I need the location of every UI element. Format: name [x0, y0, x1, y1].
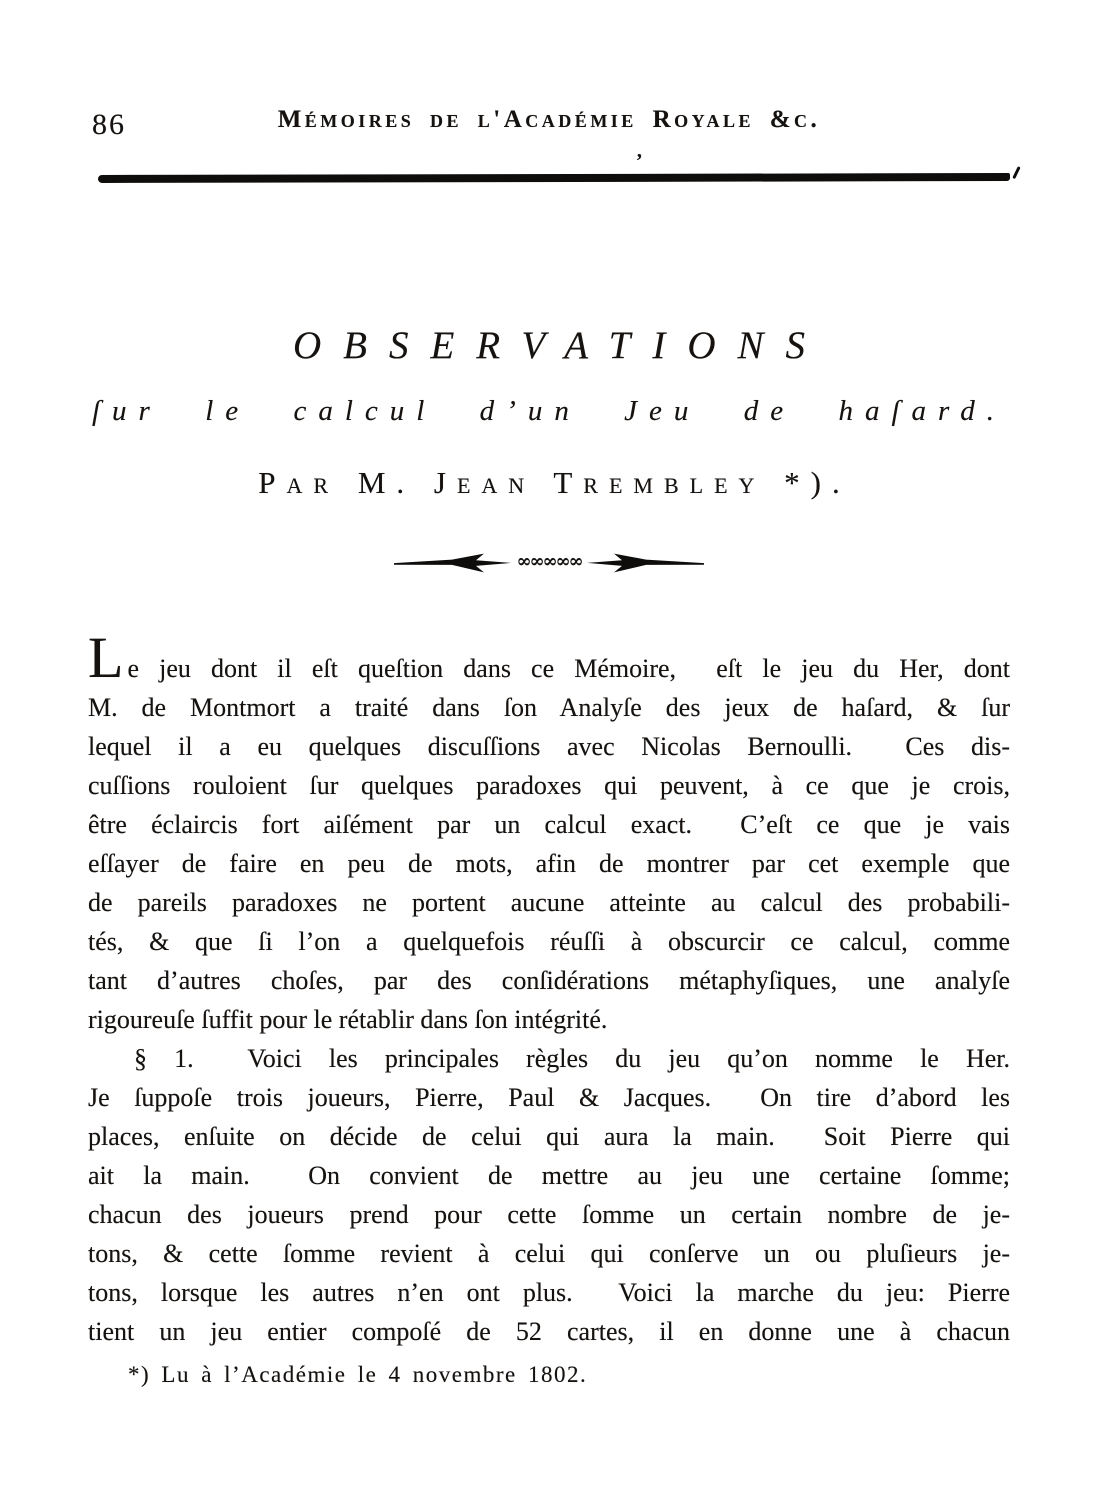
author-byline: Par M. Jean Trembley *).	[258, 465, 851, 500]
text-line: chacun des joueurs prend pour cette ſomme un certain nombre de je-	[88, 1200, 1010, 1229]
text-line: places, enſuite on décide de celui qui aura la main. Soit Pierre qui	[88, 1122, 1010, 1151]
text-line-content: e jeu dont il eſt queſtion dans ce Mémoire, eſt le jeu du Her, dont	[127, 654, 1010, 683]
rule-end-hook-mark	[1012, 166, 1020, 179]
text-line: eſſayer de faire en peu de mots, afin de montrer par cet exemple que	[88, 849, 1010, 878]
section-divider-ornament	[384, 550, 714, 576]
text-line: tons, & cette ſomme revient à celui qui conſerve un ou pluſieurs je-	[88, 1239, 1010, 1268]
text-line: Je ſuppoſe trois joueurs, Pierre, Paul & Jacques. On tire d’abord les	[88, 1083, 1010, 1112]
text-line: être éclaircis fort aiſément par un calcul exact. C’eſt ce que je vais	[88, 810, 1010, 839]
ink-speck-mark: ‚	[636, 140, 643, 162]
section-1-first-line: § 1. Voici les principales règles du jeu qu’on nomme le Her.	[134, 1044, 1010, 1073]
running-head	[88, 104, 1010, 162]
footnote: *) Lu à l’Académie le 4 novembre 1802.	[128, 1362, 588, 1387]
text-line: cuſſions rouloient ſur quelques paradoxes qui peuvent, à ce que je crois,	[88, 771, 1010, 800]
divider-right-spear-icon	[582, 550, 704, 576]
text-line: lequel il a eu quelques discuſſions avec Nicolas Bernoulli. Ces dis-	[88, 732, 1010, 761]
text-line: tés, & que ſi l’on a quelquefois réuſſi à obscurcir ce calcul, comme	[88, 927, 1010, 956]
text-line: tant d’autres choſes, par des conſidérations métaphyſiques, une analyſe	[88, 966, 1010, 995]
chain-ornament: ∞∞∞∞∞	[516, 551, 582, 572]
text-line: tient un jeu entier compoſé de 52 cartes, il en donne une à chacun	[88, 1317, 1010, 1346]
text-line	[88, 625, 1010, 690]
text-line: ait la main. On convient de mettre au jeu une certaine ſomme;	[88, 1161, 1010, 1190]
article-title: OBSERVATIONS	[292, 324, 828, 367]
header-rule	[98, 173, 1010, 183]
text-line: rigoureuſe ſuffit pour le rétablir dans ſon intégrité.	[88, 1005, 608, 1034]
divider-left-spear-icon	[394, 550, 516, 576]
text-line: M. de Montmort a traité dans ſon Analyſe des jeux de haſard, & ſur	[88, 693, 1010, 722]
article-body	[88, 625, 1010, 1351]
text-line: tons, lorsque les autres n’en ont plus. Voici la marche du jeu: Pierre	[88, 1278, 1010, 1307]
page-number: 86	[92, 108, 126, 141]
running-title: Mémoires de l'Académie Royale &c.	[277, 106, 821, 133]
article-subtitle: ſur le calcul d’un Jeu de haſard.	[92, 395, 1006, 427]
text-line: de pareils paradoxes ne portent aucune atteinte au calcul des probabili-	[88, 888, 1010, 917]
drop-cap: L	[88, 625, 125, 690]
